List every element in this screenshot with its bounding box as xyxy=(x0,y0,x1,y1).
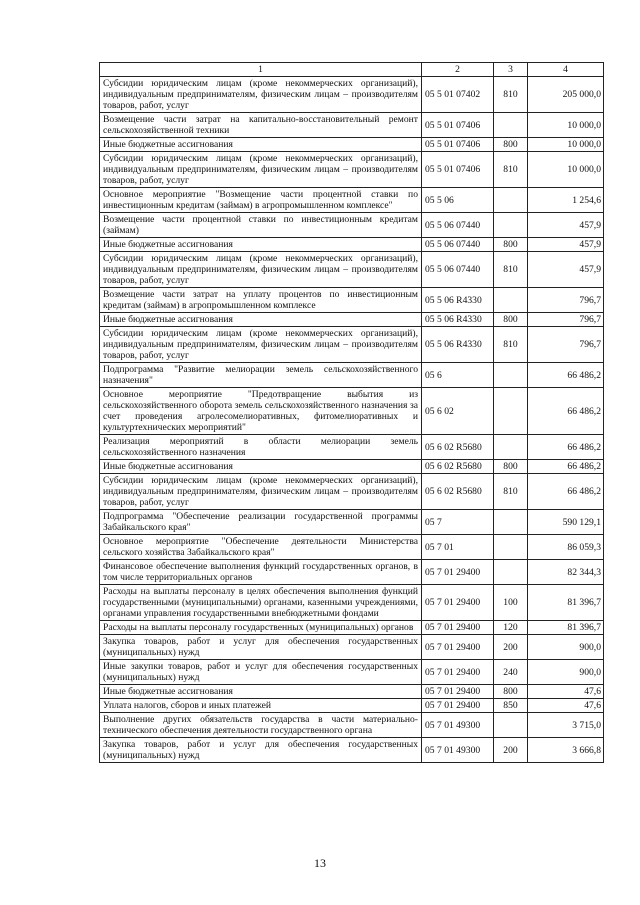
row-code: 05 7 01 29400 xyxy=(422,699,494,713)
table-row xyxy=(100,474,604,510)
header-cell-4: 4 xyxy=(528,63,604,77)
row-code: 05 7 01 29400 xyxy=(422,685,494,699)
row-description: Уплата налогов, сборов и иных платежей xyxy=(100,699,422,713)
table-row xyxy=(100,252,604,288)
row-expense-type xyxy=(494,288,528,313)
row-amount: 457,9 xyxy=(528,252,604,288)
row-code: 05 5 01 07406 xyxy=(422,113,494,138)
row-description: Основное мероприятие "Предотвращение выбытия из сельскохозяйственного оборота земель сельскохозяйственного назначения за счет проведения агролесомелиоративных, фитомелиоративных и культуртехнических мероприятий" xyxy=(100,388,422,435)
row-expense-type xyxy=(494,388,528,435)
row-code: 05 5 01 07402 xyxy=(422,77,494,113)
row-amount: 86 059,3 xyxy=(528,535,604,560)
row-amount: 900,0 xyxy=(528,635,604,660)
row-amount: 796,7 xyxy=(528,288,604,313)
row-expense-type xyxy=(494,560,528,585)
row-code: 05 5 06 R4330 xyxy=(422,288,494,313)
row-description: Финансовое обеспечение выполнения функций государственных органов, в том числе территориальных органов xyxy=(100,560,422,585)
row-expense-type: 810 xyxy=(494,474,528,510)
row-expense-type xyxy=(494,113,528,138)
row-code: 05 5 01 07406 xyxy=(422,152,494,188)
row-expense-type: 810 xyxy=(494,152,528,188)
row-expense-type: 800 xyxy=(494,685,528,699)
row-description: Возмещение части процентной ставки по инвестиционным кредитам (займам) xyxy=(100,213,422,238)
row-description: Закупка товаров, работ и услуг для обеспечения государственных (муниципальных) нужд xyxy=(100,635,422,660)
table-row xyxy=(100,510,604,535)
row-amount: 3 666,8 xyxy=(528,738,604,763)
row-description: Иные бюджетные ассигнования xyxy=(100,460,422,474)
row-amount: 10 000,0 xyxy=(528,152,604,188)
row-expense-type xyxy=(494,713,528,738)
row-expense-type xyxy=(494,510,528,535)
row-expense-type xyxy=(494,188,528,213)
row-amount: 590 129,1 xyxy=(528,510,604,535)
row-expense-type xyxy=(494,213,528,238)
row-amount: 3 715,0 xyxy=(528,713,604,738)
row-amount: 82 344,3 xyxy=(528,560,604,585)
header-cell-1: 1 xyxy=(100,63,422,77)
table-header-row xyxy=(100,63,604,77)
table-row xyxy=(100,213,604,238)
row-description: Реализация мероприятий в области мелиорации земель сельскохозяйственного назначения xyxy=(100,435,422,460)
row-expense-type: 810 xyxy=(494,327,528,363)
row-amount: 1 254,6 xyxy=(528,188,604,213)
row-code: 05 6 02 R5680 xyxy=(422,474,494,510)
row-description: Возмещение части затрат на уплату процентов по инвестиционным кредитам (займам) в агропромышленном комплексе xyxy=(100,288,422,313)
row-expense-type: 200 xyxy=(494,738,528,763)
row-description: Основное мероприятие "Обеспечение деятельности Министерства сельского хозяйства Забайкальского края" xyxy=(100,535,422,560)
table-row xyxy=(100,188,604,213)
row-amount: 81 396,7 xyxy=(528,585,604,621)
row-amount: 66 486,2 xyxy=(528,460,604,474)
row-expense-type: 800 xyxy=(494,460,528,474)
row-code: 05 7 01 29400 xyxy=(422,585,494,621)
row-amount: 796,7 xyxy=(528,313,604,327)
row-code: 05 5 06 07440 xyxy=(422,252,494,288)
row-description: Субсидии юридическим лицам (кроме некоммерческих организаций), индивидуальным предпринимателям, физическим лицам – производителям товаров, работ, услуг xyxy=(100,152,422,188)
row-expense-type: 850 xyxy=(494,699,528,713)
row-expense-type: 800 xyxy=(494,313,528,327)
page-number: 13 xyxy=(314,856,326,870)
table-row xyxy=(100,388,604,435)
row-description: Основное мероприятие "Возмещение части процентной ставки по инвестиционным кредитам (займам) в агропромышленном комплексе" xyxy=(100,188,422,213)
table-row xyxy=(100,699,604,713)
table-row xyxy=(100,560,604,585)
row-expense-type xyxy=(494,535,528,560)
table-row xyxy=(100,585,604,621)
row-expense-type: 810 xyxy=(494,252,528,288)
row-code: 05 5 06 R4330 xyxy=(422,327,494,363)
row-description: Подпрограмма "Развитие мелиорации земель сельскохозяйственного назначения" xyxy=(100,363,422,388)
row-amount: 796,7 xyxy=(528,327,604,363)
table-row xyxy=(100,713,604,738)
table-row xyxy=(100,77,604,113)
row-amount: 66 486,2 xyxy=(528,388,604,435)
row-code: 05 6 02 xyxy=(422,388,494,435)
row-expense-type: 120 xyxy=(494,621,528,635)
row-expense-type: 800 xyxy=(494,138,528,152)
row-amount: 81 396,7 xyxy=(528,621,604,635)
row-amount: 10 000,0 xyxy=(528,138,604,152)
table-row xyxy=(100,738,604,763)
table-row xyxy=(100,635,604,660)
row-description: Иные бюджетные ассигнования xyxy=(100,138,422,152)
row-amount: 47,6 xyxy=(528,685,604,699)
row-amount: 900,0 xyxy=(528,660,604,685)
row-amount: 10 000,0 xyxy=(528,113,604,138)
row-code: 05 7 01 29400 xyxy=(422,560,494,585)
row-code: 05 7 01 49300 xyxy=(422,713,494,738)
row-code: 05 7 01 49300 xyxy=(422,738,494,763)
table-row xyxy=(100,138,604,152)
row-code: 05 5 06 R4330 xyxy=(422,313,494,327)
row-expense-type: 240 xyxy=(494,660,528,685)
table-row xyxy=(100,535,604,560)
table-row xyxy=(100,460,604,474)
table-row xyxy=(100,435,604,460)
row-amount: 205 000,0 xyxy=(528,77,604,113)
row-description: Субсидии юридическим лицам (кроме некоммерческих организаций), индивидуальным предпринимателям, физическим лицам – производителям товаров, работ, услуг xyxy=(100,77,422,113)
table-row xyxy=(100,152,604,188)
row-code: 05 5 01 07406 xyxy=(422,138,494,152)
row-amount: 457,9 xyxy=(528,238,604,252)
row-description: Иные бюджетные ассигнования xyxy=(100,238,422,252)
row-description: Выполнение других обязательств государства в части материально-технического обеспечения деятельности государственного органа xyxy=(100,713,422,738)
table-row xyxy=(100,113,604,138)
row-code: 05 6 02 R5680 xyxy=(422,460,494,474)
row-description: Подпрограмма "Обеспечение реализации государственной программы Забайкальского края" xyxy=(100,510,422,535)
table-row xyxy=(100,685,604,699)
row-code: 05 7 01 29400 xyxy=(422,635,494,660)
row-expense-type xyxy=(494,435,528,460)
row-description: Иные бюджетные ассигнования xyxy=(100,685,422,699)
row-code: 05 7 01 29400 xyxy=(422,621,494,635)
row-amount: 66 486,2 xyxy=(528,363,604,388)
row-code: 05 5 06 07440 xyxy=(422,238,494,252)
row-expense-type: 100 xyxy=(494,585,528,621)
row-code: 05 7 01 29400 xyxy=(422,660,494,685)
row-amount: 66 486,2 xyxy=(528,435,604,460)
header-cell-3: 3 xyxy=(494,63,528,77)
row-expense-type: 810 xyxy=(494,77,528,113)
row-code: 05 7 xyxy=(422,510,494,535)
table-row xyxy=(100,238,604,252)
row-description: Расходы на выплаты персоналу в целях обеспечения выполнения функций государственными (муниципальными) органами, казенными учреждениями, органами управления государственными внебюджетными фондами xyxy=(100,585,422,621)
row-description: Иные бюджетные ассигнования xyxy=(100,313,422,327)
table-row xyxy=(100,327,604,363)
table-row xyxy=(100,288,604,313)
table-row xyxy=(100,313,604,327)
row-description: Субсидии юридическим лицам (кроме некоммерческих организаций), индивидуальным предпринимателям, физическим лицам – производителям товаров, работ, услуг xyxy=(100,474,422,510)
row-description: Возмещение части затрат на капитально-восстановительный ремонт сельскохозяйственной техники xyxy=(100,113,422,138)
row-code: 05 6 xyxy=(422,363,494,388)
row-amount: 66 486,2 xyxy=(528,474,604,510)
row-description: Субсидии юридическим лицам (кроме некоммерческих организаций), индивидуальным предпринимателям, физическим лицам – производителям товаров, работ, услуг xyxy=(100,327,422,363)
row-expense-type: 200 xyxy=(494,635,528,660)
table-row xyxy=(100,660,604,685)
row-description: Иные закупки товаров, работ и услуг для обеспечения государственных (муниципальных) нужд xyxy=(100,660,422,685)
row-expense-type: 800 xyxy=(494,238,528,252)
row-description: Субсидии юридическим лицам (кроме некоммерческих организаций), индивидуальным предпринимателям, физическим лицам – производителям товаров, работ, услуг xyxy=(100,252,422,288)
row-code: 05 7 01 xyxy=(422,535,494,560)
row-code: 05 5 06 xyxy=(422,188,494,213)
table-row xyxy=(100,363,604,388)
row-code: 05 5 06 07440 xyxy=(422,213,494,238)
budget-table xyxy=(99,62,604,763)
row-code: 05 6 02 R5680 xyxy=(422,435,494,460)
row-expense-type xyxy=(494,363,528,388)
row-description: Закупка товаров, работ и услуг для обеспечения государственных (муниципальных) нужд xyxy=(100,738,422,763)
row-amount: 457,9 xyxy=(528,213,604,238)
table-row xyxy=(100,621,604,635)
row-description: Расходы на выплаты персоналу государственных (муниципальных) органов xyxy=(100,621,422,635)
row-amount: 47,6 xyxy=(528,699,604,713)
header-cell-2: 2 xyxy=(422,63,494,77)
